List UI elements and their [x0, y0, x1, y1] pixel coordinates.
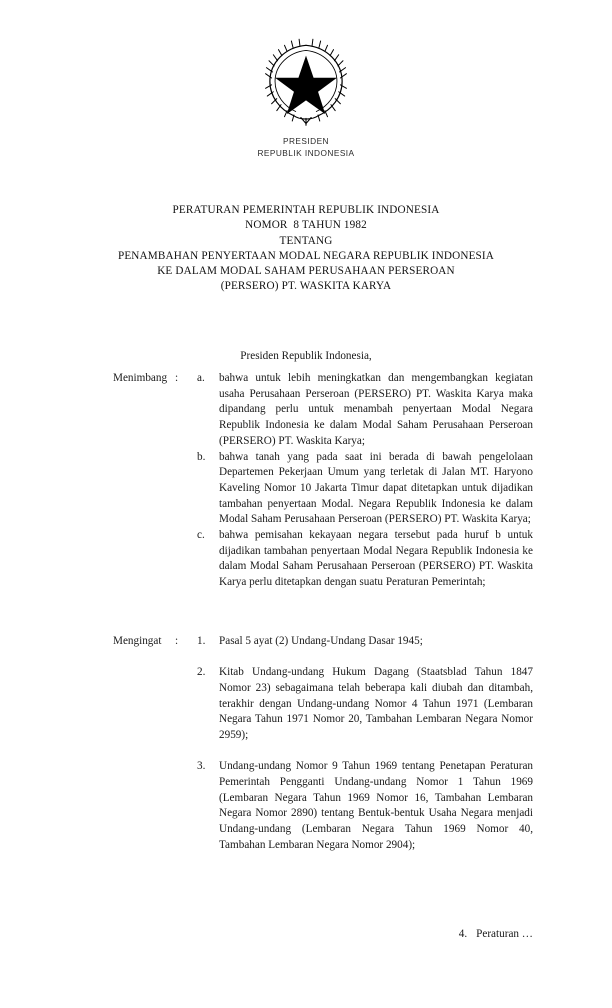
continuation-text: Peraturan …	[476, 928, 533, 940]
emblem-caption-line-2: REPUBLIK INDONESIA	[257, 147, 355, 158]
section-mengingat-items	[197, 634, 533, 853]
clause-item	[197, 371, 533, 450]
preamble-authority-line: Presiden Republik Indonesia,	[240, 350, 372, 362]
title-line-subject-1: PENAMBAHAN PENYERTAAN MODAL NEGARA REPUBLIK INDONESIA	[117, 249, 495, 262]
page-continuation-note	[0, 928, 533, 940]
clause-text: bahwa pemisahan kekayaan negara tersebut pada huruf b untuk dijadikan tambahan penyertaan Modal Negara Republik Indonesia ke dalam Modal Saham Perusahaan Perseroan (PERSERO) PT. Waskita Karya perlu ditetapkan dengan suatu Peraturan Pemerintah;	[219, 529, 533, 589]
clause-marker: 2.	[197, 666, 206, 679]
title-line-subject-2: KE DALAM MODAL SAHAM PERUSAHAAN PERSEROAN	[157, 265, 455, 278]
clause-item	[197, 759, 533, 853]
clause-marker: c.	[197, 529, 205, 542]
clause-item	[197, 528, 533, 591]
title-line-regulation: PERATURAN PEMERINTAH REPUBLIK INDONESIA	[172, 204, 440, 216]
clause-text: Kitab Undang-undang Hukum Dagang (Staatsblad Tahun 1847 Nomor 23) sebagaimana telah beberapa kali diubah dan ditambah, terakhir dengan Undang-undang Nomor 4 Tahun 1971 (Lembaran Negara Tahun 1971 Nomor 20, Tambahan Lembaran Negara Nomor 2959);	[219, 666, 533, 742]
section-menimbang-colon: :	[175, 372, 179, 384]
clause-item	[197, 450, 533, 529]
title-line-tentang: TENTANG	[279, 234, 333, 247]
clause-text: bahwa tanah yang pada saat ini berada di bawah pengelolaan Departemen Pekerjaan Umum yang terletak di Jalan MT. Haryono Kaveling Nomor 10 Jakarta Timur dapat ditetapkan untuk dijadikan tambahan penyertaan Modal. Negara Republik Indonesia ke dalam Modal Saham Perusahaan Perseroan (PERSERO) PT. Waskita Karya;	[219, 450, 533, 526]
document-title-block	[0, 203, 612, 295]
presidential-emblem-block	[0, 38, 612, 159]
section-menimbang	[113, 371, 533, 591]
title-line-number: NOMOR 8 TAHUN 1982	[245, 219, 367, 232]
emblem-caption-line-1: PRESIDEN	[282, 136, 330, 146]
clause-item	[197, 665, 533, 744]
clause-text: Undang-undang Nomor 9 Tahun 1969 tentang Penetapan Peraturan Pemerintah Pengganti Undang-undang Nomor 1 Tahun 1969 (Lembaran Negara Tahun 1969 Nomor 16, Tambahan Lembaran Negara Nomor 2890) tentang Bentuk-bentuk Usaha Negara menjadi Undang-undang (Lembaran Negara Tahun 1969 Nomor 40, Tambahan Lembaran Negara Nomor 2904);	[219, 760, 533, 851]
title-line-subject-3: (PERSERO) PT. WASKITA KARYA	[220, 280, 392, 293]
section-mengingat	[113, 634, 533, 853]
clause-marker: a.	[197, 372, 205, 384]
indonesian-presidential-seal-star-wreath-icon	[263, 38, 349, 130]
clause-text: bahwa untuk lebih meningkatkan dan mengembangkan kegiatan usaha Perusahaan Perseroan (PERSERO) PT. Waskita Karya maka dipandang perlu untuk menambah penyertaan Modal Negara Republik Indonesia ke dalam Modal Saham Perusahaan Perseroan (PERSERO) PT. Waskita Karya;	[219, 372, 533, 447]
clause-marker: b.	[197, 450, 206, 463]
clause-marker: 3.	[197, 760, 206, 773]
section-menimbang-label: Menimbang	[113, 372, 168, 384]
clause-text: Pasal 5 ayat (2) Undang-Undang Dasar 1945;	[219, 635, 423, 647]
section-mengingat-label: Mengingat	[113, 635, 162, 647]
emblem-caption	[0, 136, 612, 159]
clause-marker: 1.	[197, 635, 206, 647]
clause-item	[197, 634, 533, 650]
continuation-number: 4.	[458, 928, 468, 940]
section-menimbang-items	[197, 371, 533, 591]
section-mengingat-colon: :	[175, 635, 179, 647]
